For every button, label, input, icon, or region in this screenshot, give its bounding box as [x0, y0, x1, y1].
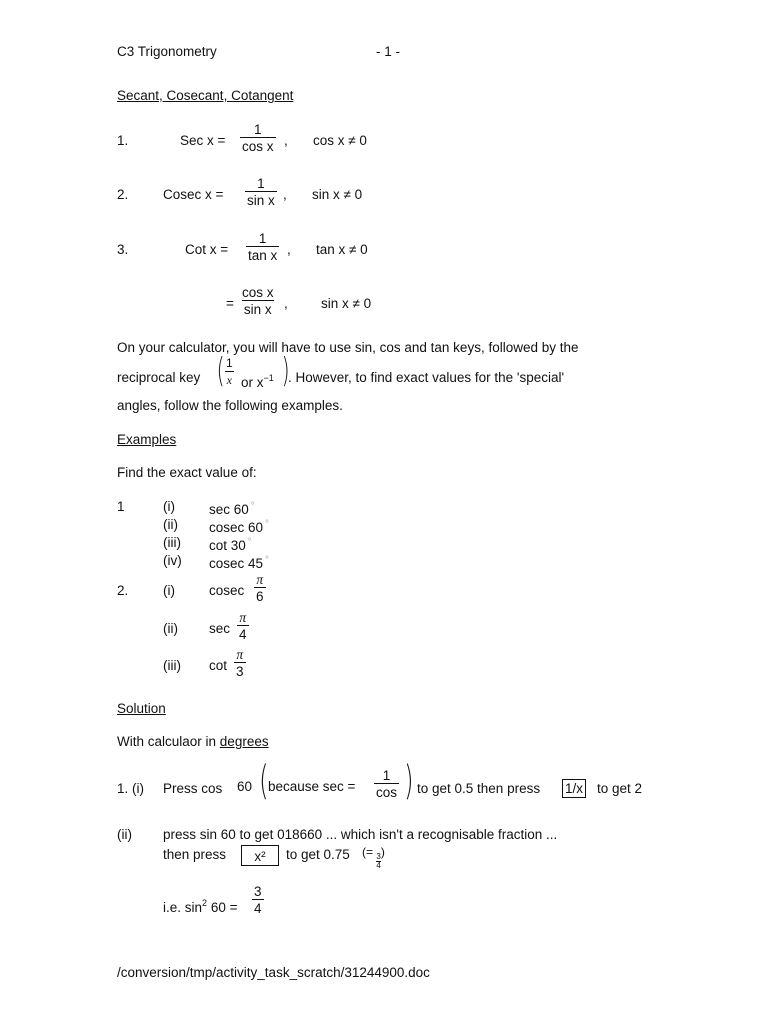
expression-text: sec 60	[209, 502, 249, 517]
examples-intro: Find the exact value of:	[117, 465, 257, 480]
definition-lhs: Sec x =	[180, 133, 226, 148]
fraction-numerator: 1	[226, 356, 233, 370]
definition-condition: tan x ≠ 0	[316, 242, 368, 257]
step-1-fraction	[374, 768, 399, 800]
question-expression	[209, 517, 269, 536]
solution-heading: Solution	[117, 701, 166, 716]
ie-text: i.e. sin	[163, 900, 203, 915]
calculator-mode-text: With calculaor in	[117, 734, 220, 749]
section-title: Secant, Cosecant, Cotangent	[117, 88, 294, 103]
fraction-numerator: π	[236, 647, 244, 662]
question-function: cot	[209, 658, 228, 673]
step-1-label: 1. (i)	[117, 781, 144, 796]
question-label: (iii)	[163, 658, 181, 673]
question-expression	[209, 553, 269, 572]
fraction-denominator: x	[226, 373, 232, 387]
reciprocal-key-button: 1/x	[562, 779, 586, 798]
left-paren-icon: (	[216, 351, 225, 391]
fraction-numerator: cos x	[242, 285, 274, 300]
page-number: - 1 -	[376, 44, 401, 59]
question-function: sec	[209, 621, 231, 636]
fraction-numerator: π	[239, 610, 247, 625]
expression-text: cot 30	[209, 538, 246, 553]
question-fraction	[237, 610, 249, 642]
paragraph-line-1: On your calculator, you will have to use sin, cos and tan keys, followed by the	[117, 340, 579, 355]
header-subject: C3 Trigonometry	[117, 44, 217, 59]
definition-lhs: =	[226, 296, 234, 311]
ie-rest: 60 =	[210, 900, 238, 915]
paragraph-line-2-start: reciprocal key	[117, 370, 201, 385]
definition-fraction	[240, 122, 276, 154]
definition-fraction	[245, 176, 277, 208]
question-label: (i)	[163, 499, 175, 514]
question-function: cosec	[209, 583, 245, 598]
calculator-mode-degrees: degrees	[219, 734, 269, 749]
degree-symbol: °	[265, 519, 270, 530]
footer-path: /conversion/tmp/activity_task_scratch/31244900.doc	[117, 965, 430, 980]
definition-lhs: Cot x =	[185, 242, 229, 257]
definition-number: 2.	[117, 187, 129, 202]
fraction-denominator: 4	[254, 901, 262, 916]
fraction-denominator: sin x	[243, 302, 272, 317]
definition-comma: ,	[283, 187, 287, 202]
definition-comma: ,	[284, 296, 288, 311]
degree-symbol: °	[265, 555, 270, 566]
definition-number: 1.	[117, 133, 129, 148]
step-2-label: (ii)	[117, 827, 132, 842]
step-2-paren-fraction: (= $\frac{3}{4}$ )	[362, 845, 385, 870]
fraction-numerator: 3	[376, 852, 381, 861]
fraction-denominator: 3	[236, 664, 244, 679]
fraction-numerator: 1	[254, 122, 262, 137]
paren-equals: =	[366, 845, 374, 859]
definition-condition: sin x ≠ 0	[312, 187, 363, 202]
step-1-angle: 60	[237, 779, 253, 794]
reciprocal-key-fraction	[224, 356, 235, 388]
step-1-after: to get 0.5 then press	[417, 781, 541, 796]
step-2-then: then press	[163, 847, 227, 862]
question-2-number: 2.	[117, 583, 129, 598]
question-fraction	[254, 572, 266, 604]
question-label: (iii)	[163, 535, 181, 550]
square-key-button: x²	[241, 845, 279, 866]
ie-expression	[163, 895, 237, 916]
expression-text: cosec 45	[209, 556, 264, 571]
definition-lhs: Cosec x =	[163, 187, 224, 202]
fraction-denominator: 6	[256, 589, 264, 604]
fraction-denominator: cos x	[242, 139, 274, 154]
degree-symbol: °	[247, 537, 252, 548]
question-label: (i)	[163, 583, 175, 598]
definition-fraction	[240, 285, 276, 317]
calculator-mode-line	[117, 734, 269, 750]
right-paren-icon: )	[281, 351, 290, 391]
definition-comma: ,	[287, 242, 291, 257]
paragraph-line-3: angles, follow the following examples.	[117, 398, 343, 413]
question-label: (ii)	[163, 621, 178, 636]
fraction-denominator: sin x	[247, 193, 275, 208]
fraction-denominator: 4	[376, 861, 381, 870]
question-label: (ii)	[163, 517, 178, 532]
reciprocal-key-alt	[241, 370, 274, 391]
question-1-number: 1	[117, 499, 125, 514]
question-expression	[209, 535, 252, 554]
fraction-numerator: 1	[258, 231, 267, 246]
question-label: (iv)	[163, 553, 182, 568]
definition-number: 3.	[117, 242, 129, 257]
step-1-end: to get 2	[597, 781, 643, 796]
fraction-numerator: π	[256, 572, 264, 587]
definition-condition: sin x ≠ 0	[321, 296, 372, 311]
examples-heading: Examples	[117, 432, 177, 447]
definition-fraction	[246, 231, 279, 263]
degree-symbol: °	[250, 501, 255, 512]
step-2-line-1: press sin 60 to get 018660 ... which isn't a recognisable fraction ...	[163, 827, 558, 842]
ie-exponent: 2	[202, 898, 208, 908]
definition-comma: ,	[284, 133, 288, 148]
step-2-after: to get 0.75	[286, 847, 350, 862]
reciprocal-key-or: or x	[241, 375, 264, 390]
reciprocal-key-exponent: −1	[263, 373, 274, 383]
left-paren-icon: (	[259, 758, 269, 804]
fraction-denominator: 4	[239, 627, 247, 642]
definition-condition: cos x ≠ 0	[313, 133, 367, 148]
expression-text: cosec 60	[209, 520, 264, 535]
fraction-numerator: 3	[254, 884, 262, 899]
small-fraction	[376, 853, 380, 870]
fraction-denominator: tan x	[248, 248, 278, 263]
right-paren-icon: )	[404, 758, 414, 804]
fraction-denominator: cos	[376, 785, 398, 800]
fraction-numerator: 1	[257, 176, 265, 191]
step-1-text: Press cos	[163, 781, 223, 796]
question-expression	[209, 499, 255, 518]
fraction-numerator: 1	[382, 768, 391, 783]
question-fraction	[234, 647, 246, 679]
step-1-because: because sec =	[268, 779, 356, 794]
ie-fraction	[252, 884, 264, 916]
paragraph-line-2-end: . However, to find exact values for the 'special'	[288, 370, 565, 385]
